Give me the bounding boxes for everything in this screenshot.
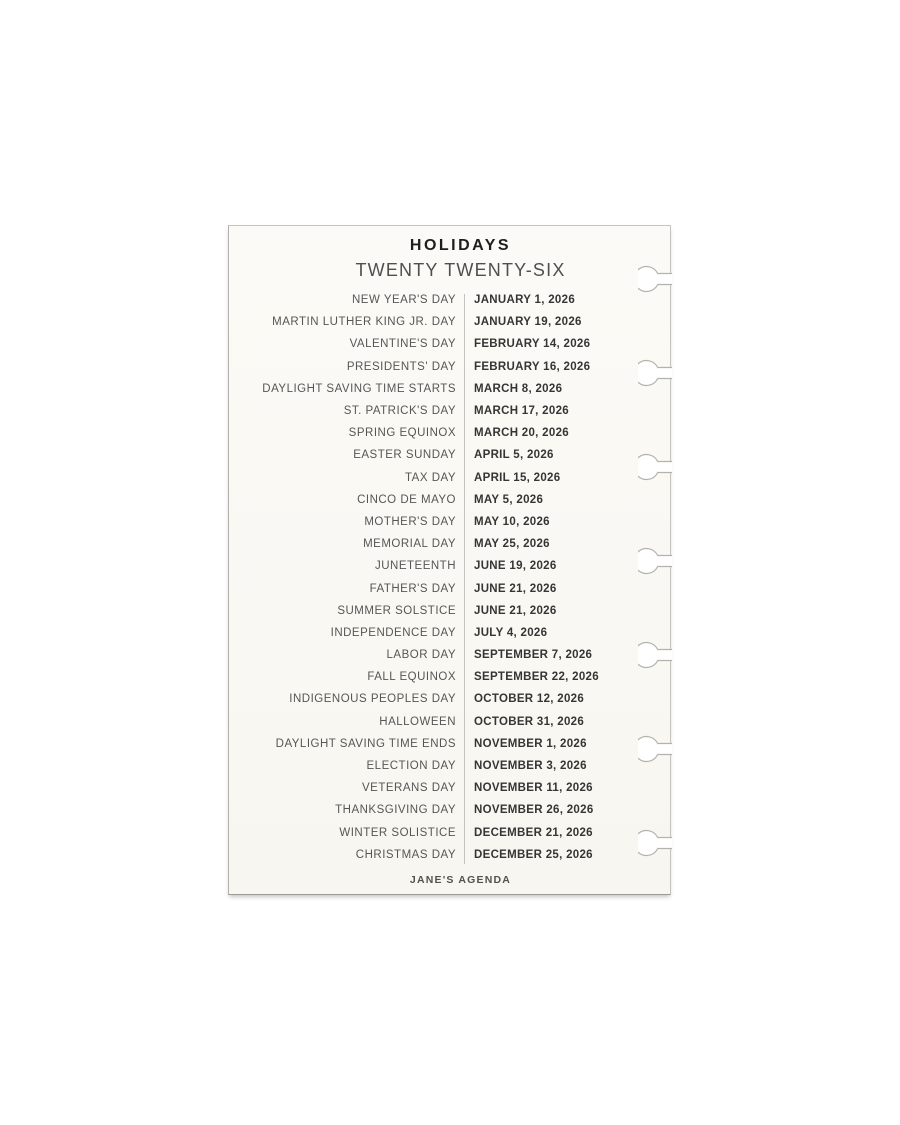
- holiday-name: FATHER'S DAY: [369, 582, 456, 595]
- planner-page: [228, 225, 671, 895]
- holiday-name: ST. PATRICK'S DAY: [343, 405, 456, 418]
- holiday-date: JUNE 21, 2026: [474, 604, 557, 617]
- holiday-row: [229, 489, 670, 511]
- holiday-date: JUNE 19, 2026: [474, 560, 557, 573]
- holiday-row: [229, 799, 670, 821]
- holiday-name: WINTER SOLISTICE: [339, 826, 456, 839]
- holiday-name: SUMMER SOLSTICE: [337, 604, 456, 617]
- holiday-row: [229, 356, 670, 378]
- holiday-date: FEBRUARY 16, 2026: [474, 360, 591, 373]
- disc-punch-notch: [638, 734, 672, 764]
- holiday-date: APRIL 5, 2026: [474, 449, 554, 462]
- brand-footer: JANE'S AGENDA: [409, 874, 512, 886]
- holiday-date: MAY 25, 2026: [474, 538, 550, 551]
- page-title: HOLIDAYS: [409, 237, 512, 254]
- holiday-name: EASTER SUNDAY: [353, 449, 456, 462]
- holiday-row: [229, 644, 670, 666]
- holiday-name: JUNETEENTH: [374, 560, 456, 573]
- holiday-date: MARCH 17, 2026: [474, 405, 569, 418]
- holiday-date: OCTOBER 31, 2026: [474, 715, 585, 728]
- holiday-row: [229, 378, 670, 400]
- disc-punch-notch: [638, 640, 672, 670]
- holiday-name: MEMORIAL DAY: [363, 538, 456, 551]
- holiday-date: JUNE 21, 2026: [474, 582, 557, 595]
- holiday-date: NOVEMBER 26, 2026: [474, 804, 594, 817]
- disc-punch-notch: [638, 452, 672, 482]
- holiday-name: MARTIN LUTHER KING JR. DAY: [272, 316, 456, 329]
- holiday-row: [229, 333, 670, 355]
- holiday-date: APRIL 15, 2026: [474, 471, 561, 484]
- holiday-name: LABOR DAY: [386, 649, 456, 662]
- disc-punch-notch: [638, 358, 672, 388]
- holiday-row: [229, 711, 670, 733]
- holiday-date: DECEMBER 25, 2026: [474, 848, 593, 861]
- holiday-name: PRESIDENTS' DAY: [346, 360, 456, 373]
- holiday-date: JANUARY 1, 2026: [474, 294, 576, 307]
- holiday-date: MARCH 20, 2026: [474, 427, 569, 440]
- holiday-row: [229, 733, 670, 755]
- holiday-row: [229, 533, 670, 555]
- holiday-row: [229, 844, 670, 866]
- holiday-date: NOVEMBER 3, 2026: [474, 760, 587, 773]
- holiday-row: [229, 511, 670, 533]
- holiday-name: THANKSGIVING DAY: [335, 804, 456, 817]
- holiday-row: [229, 622, 670, 644]
- holiday-date: MAY 10, 2026: [474, 515, 550, 528]
- holiday-date: JANUARY 19, 2026: [474, 316, 582, 329]
- holiday-name: ELECTION DAY: [366, 760, 456, 773]
- holiday-name: INDEPENDENCE DAY: [330, 626, 456, 639]
- holiday-row: [229, 289, 670, 311]
- holiday-name: FALL EQUINOX: [367, 671, 456, 684]
- holiday-name: CHRISTMAS DAY: [355, 848, 456, 861]
- holiday-date: NOVEMBER 1, 2026: [474, 737, 587, 750]
- holiday-name: INDIGENOUS PEOPLES DAY: [289, 693, 456, 706]
- column-divider: [464, 294, 465, 864]
- holiday-row: [229, 444, 670, 466]
- holiday-name: HALLOWEEN: [379, 715, 456, 728]
- holiday-name: VETERANS DAY: [362, 782, 456, 795]
- holiday-row: [229, 577, 670, 599]
- holiday-name: MOTHER'S DAY: [364, 515, 456, 528]
- holiday-date: FEBRUARY 14, 2026: [474, 338, 591, 351]
- holiday-date: SEPTEMBER 7, 2026: [474, 649, 593, 662]
- holiday-name: DAYLIGHT SAVING TIME ENDS: [275, 737, 456, 750]
- holiday-row: [229, 555, 670, 577]
- holiday-name: CINCO DE MAYO: [357, 493, 456, 506]
- holiday-name: TAX DAY: [405, 471, 456, 484]
- holiday-date: DECEMBER 21, 2026: [474, 826, 593, 839]
- holiday-date: JULY 4, 2026: [474, 626, 548, 639]
- holiday-row: [229, 688, 670, 710]
- holiday-name: DAYLIGHT SAVING TIME STARTS: [262, 382, 456, 395]
- holiday-row: [229, 822, 670, 844]
- holiday-date: MAY 5, 2026: [474, 493, 544, 506]
- holiday-row: [229, 311, 670, 333]
- holiday-list: [229, 289, 670, 867]
- holiday-name: SPRING EQUINOX: [348, 427, 456, 440]
- holiday-row: [229, 422, 670, 444]
- page-subtitle: TWENTY TWENTY-SIX: [355, 260, 566, 280]
- holiday-row: [229, 755, 670, 777]
- holiday-name: NEW YEAR'S DAY: [352, 294, 456, 307]
- holiday-row: [229, 777, 670, 799]
- holiday-name: VALENTINE'S DAY: [349, 338, 456, 351]
- disc-punch-notch: [638, 264, 672, 294]
- holiday-row: [229, 467, 670, 489]
- holiday-date: NOVEMBER 11, 2026: [474, 782, 593, 795]
- disc-punch-notch: [638, 546, 672, 576]
- holiday-date: OCTOBER 12, 2026: [474, 693, 585, 706]
- holiday-date: MARCH 8, 2026: [474, 382, 563, 395]
- holiday-row: [229, 666, 670, 688]
- holiday-date: SEPTEMBER 22, 2026: [474, 671, 599, 684]
- holiday-row: [229, 400, 670, 422]
- holiday-row: [229, 600, 670, 622]
- disc-punch-notch: [638, 828, 672, 858]
